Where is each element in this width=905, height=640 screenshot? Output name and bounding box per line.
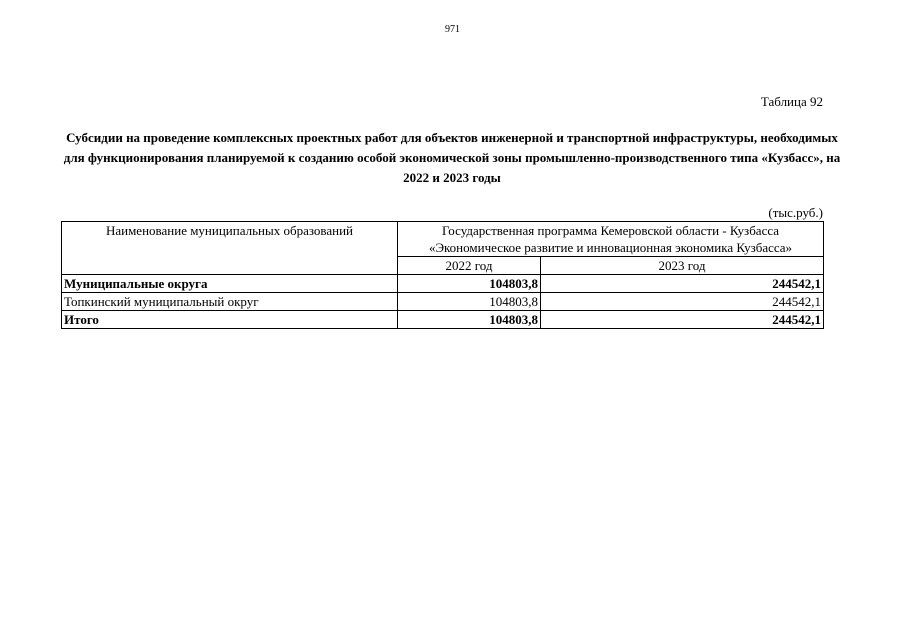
row-value-2023: 244542,1 xyxy=(541,275,824,293)
header-year-2022: 2022 год xyxy=(398,257,541,275)
header-program-line-1: Государственная программа Кемеровской области - Кузбасса xyxy=(441,223,780,238)
row-name: Итого xyxy=(62,311,398,329)
row-value-2022: 104803,8 xyxy=(398,275,541,293)
row-value-2022: 104803,8 xyxy=(398,293,541,311)
header-year-2023: 2023 год xyxy=(541,257,824,275)
page-number: 971 xyxy=(445,24,460,35)
header-program xyxy=(398,222,824,257)
row-name: Муниципальные округа xyxy=(62,275,398,293)
table-row xyxy=(62,275,824,293)
row-name: Топкинский муниципальный округ xyxy=(62,293,398,311)
row-value-2022: 104803,8 xyxy=(398,311,541,329)
subsidies-table xyxy=(61,221,824,329)
header-program-line-2: «Экономическое развитие и инновационная экономика Кузбасса» xyxy=(428,240,793,255)
row-value-2023: 244542,1 xyxy=(541,311,824,329)
table-label: Таблица 92 xyxy=(760,94,823,109)
header-municipality-name: Наименование муниципальных образований xyxy=(62,222,398,275)
document-title: Субсидии на проведение комплексных проектных работ для объектов инженерной и транспортной инфраструктуры, необходимых для функционирования планируемой к созданию особой экономической зоны промышленно-производственного типа «Кузбасс», на 2022 и 2023 годы xyxy=(63,130,841,185)
units-label: (тыс.руб.) xyxy=(768,205,823,220)
table-row xyxy=(62,293,824,311)
row-value-2023: 244542,1 xyxy=(541,293,824,311)
table-row-total xyxy=(62,311,824,329)
